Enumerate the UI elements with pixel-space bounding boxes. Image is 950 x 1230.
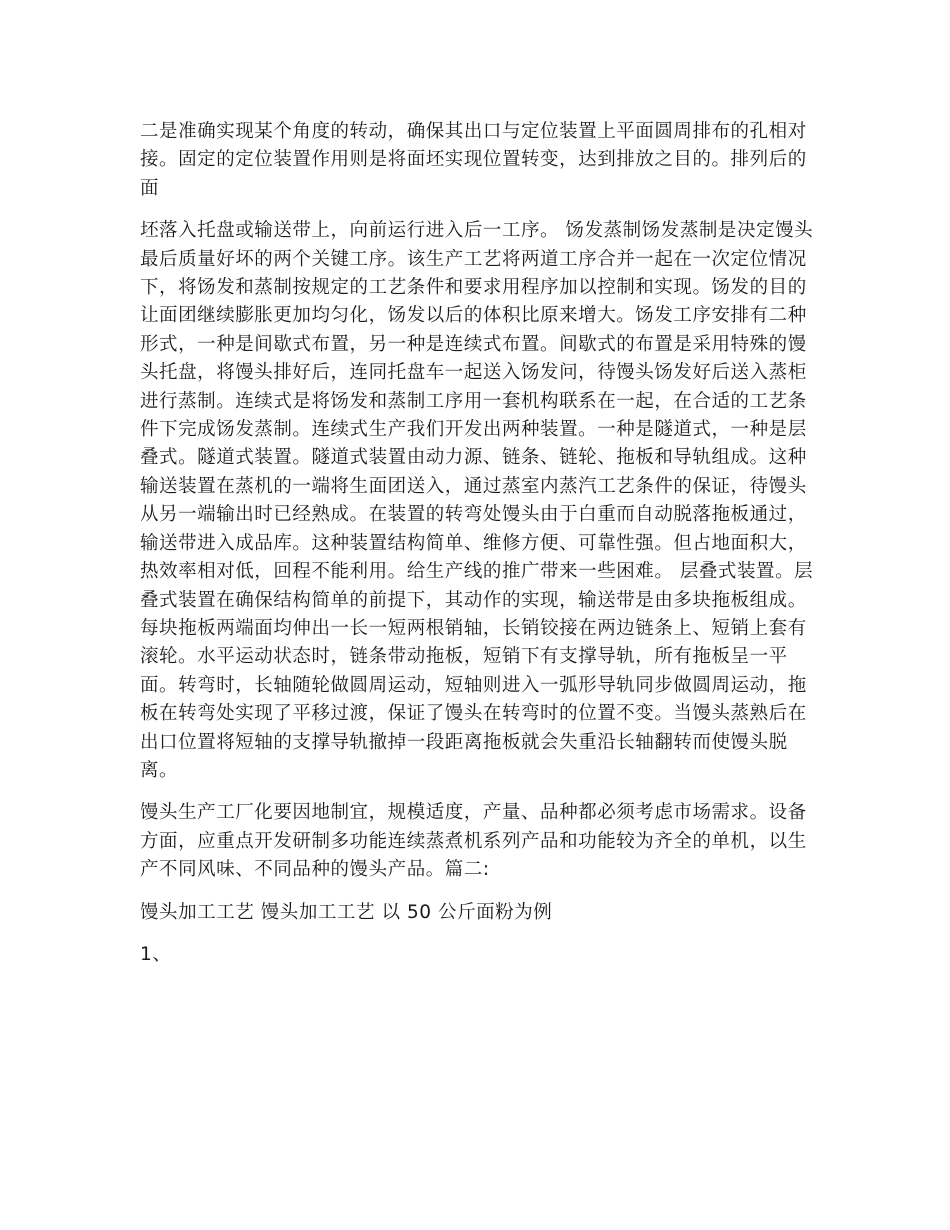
list-item-number: 1、 [140, 943, 172, 965]
document-body [140, 118, 820, 969]
section-heading: 馒头加工工艺 馒头加工工艺 以 50 公斤面粉为例 [140, 901, 553, 923]
paragraph-industrialization: 馒头生产工厂化要因地制宜，规模适度，产量、品种都必须考虑市场需求。设备方面，应重点开发研制多功能连续蒸煮机系列产品和功能较为齐全的单机，以生产不同风味、不同品种的馒头产品。篇二: [140, 802, 807, 881]
paragraph-proofing-steaming: 坯落入托盘或输送带上，向前运行进入后一工序。 饧发蒸制饧发蒸制是决定馒头最后质量好坏的两个关键工序。该生产工艺将两道工序合并一起在一次定位情况下，将饧发和蒸制按规定的工艺条件和要求用程序加以控制和实现。饧发的目的让面团继续膨胀更加均匀化，饧发以后的体积比原来增大。饧发工序安排有二种形式，一种是间歇式布置，另一种是连续式布置。间歇式的布置是采用特殊的馒头托盘，将馒头排好后，连同托盘车一起送入饧发问，待馒头饧发好后送入蒸柜进行蒸制。连续式是将饧发和蒸制工序用一套机构联系在一起，在合适的工艺条件下完成饧发蒸制。连续式生产我们开发出两种装置。一种是隧道式，一种是层叠式。隧道式装置。隧道式装置由动力源、链条、链轮、拖板和导轨组成。这种输送装置在蒸机的一端将生面团送入，通过蒸室内蒸汽工艺条件的保证，待馒头从另一端输出时已经熟成。在装置的转弯处馒头由于白重而自动脱落拖板通过，输送带进入成品库。这种装置结构简单、维修方便、可靠性强。但占地面积大，热效率相对低，回程不能利用。给生产线的推广带来一些困难。 层叠式装置。层叠式装置在确保结构简单的前提下，其动作的实现，输送带是由多块拖板组成。每块拖板两端面均伸出一长一短两根销轴，长销铰接在两边链条上、短销上套有滚轮。水平运动状态时，链条带动拖板，短销下有支撑导轨，所有拖板呈一平面。转弯时，长轴随轮做圆周运动，短轴则进入一弧形导轨同步做圆周运动，拖板在转弯处实现了平移过渡，保证了馒头在转弯时的位置不变。当馒头蒸熟后在出口位置将短轴的支撑导轨撤掉一段距离拖板就会失重沿长轴翻转而使馒头脱离。 [140, 220, 814, 781]
paragraph-positioning: 二是准确实现某个角度的转动，确保其出口与定位装置上平面圆周排布的孔相对接。固定的定位装置作用则是将面坯实现位置转变，达到排放之目的。排列后的面 [140, 121, 807, 199]
